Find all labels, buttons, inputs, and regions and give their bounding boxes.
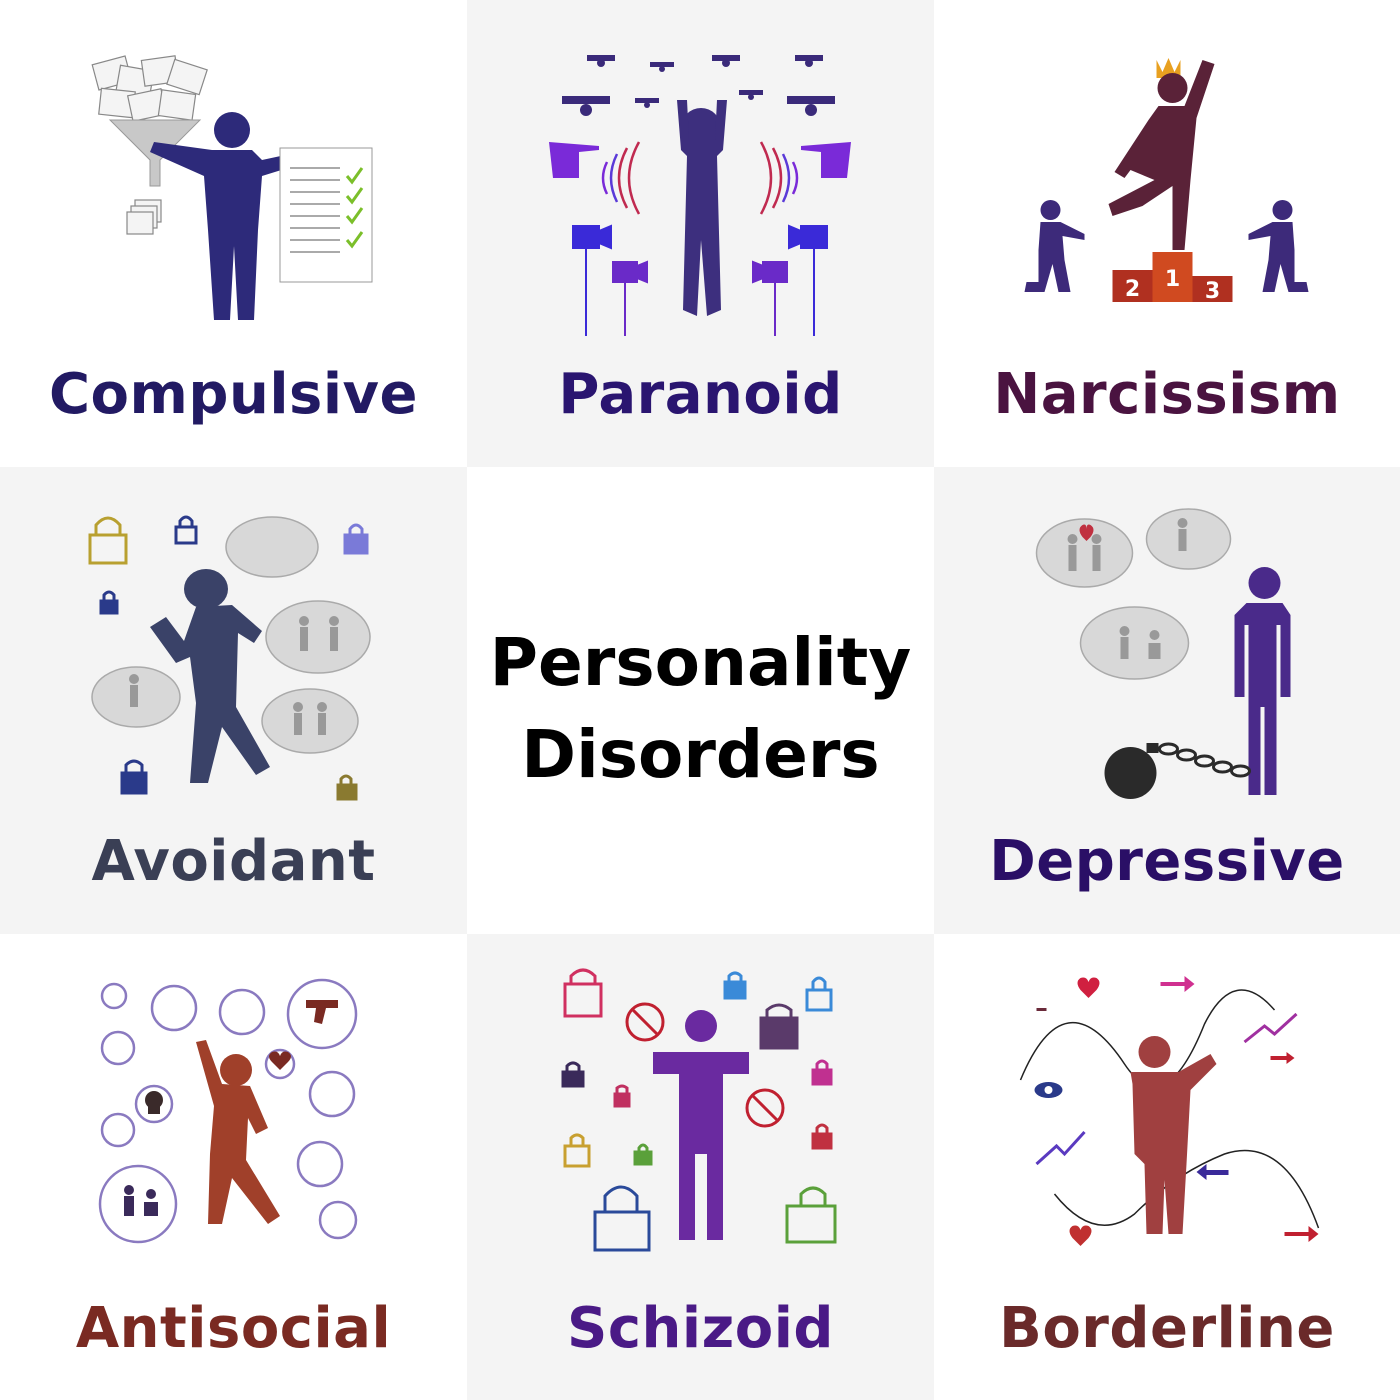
heart-icon (269, 1052, 291, 1071)
podium-icon (1113, 252, 1233, 304)
compulsive-illustration (0, 0, 467, 360)
depressive-illustration (934, 467, 1400, 827)
stick-figure (653, 1010, 749, 1240)
cell-borderline (934, 934, 1400, 1400)
avoidant-illustration (0, 467, 467, 827)
label-avoidant: Avoidant (91, 829, 376, 894)
circle-figures (124, 1185, 158, 1216)
stick-figure (1131, 1036, 1217, 1234)
title-line-2: Disorders (521, 716, 880, 793)
cell-avoidant (0, 467, 467, 934)
cell-depressive (934, 467, 1400, 934)
podium-second: 2 (1124, 277, 1141, 302)
cell-title (467, 467, 934, 934)
narcissism-illustration (934, 0, 1400, 360)
trend-down-icon (1037, 1132, 1085, 1164)
page-title (467, 617, 934, 801)
cell-antisocial (0, 934, 467, 1400)
drone-icon (562, 55, 835, 116)
eye-icon (1035, 1082, 1063, 1098)
thought-cloud-icon (1037, 509, 1231, 679)
stick-figure (677, 100, 727, 316)
label-schizoid: Schizoid (567, 1296, 834, 1361)
title-line-1: Personality (489, 624, 912, 701)
antisocial-illustration (0, 934, 467, 1294)
label-borderline: Borderline (999, 1296, 1335, 1361)
cell-narcissism (934, 0, 1400, 467)
trend-up-icon (1245, 1014, 1297, 1042)
cell-schizoid (467, 934, 934, 1400)
borderline-illustration (934, 934, 1400, 1294)
label-paranoid: Paranoid (558, 362, 843, 427)
cell-compulsive (0, 0, 467, 467)
paranoid-illustration (467, 0, 934, 360)
ball-and-chain-icon (1105, 743, 1250, 799)
label-compulsive: Compulsive (48, 362, 419, 427)
gun-icon (306, 1000, 338, 1024)
label-antisocial: Antisocial (75, 1296, 392, 1361)
stick-figure (1109, 60, 1215, 250)
heart-icon (1070, 978, 1100, 1247)
podium-third: 3 (1204, 279, 1221, 304)
stick-figure (1235, 567, 1291, 795)
skull-icon (145, 1091, 163, 1114)
schizoid-illustration (467, 934, 934, 1294)
label-depressive: Depressive (989, 829, 1345, 894)
label-narcissism: Narcissism (993, 362, 1341, 427)
cell-paranoid (467, 0, 934, 467)
checklist-icon (280, 148, 372, 282)
camera-icon (613, 262, 787, 336)
podium-first: 1 (1164, 267, 1181, 292)
